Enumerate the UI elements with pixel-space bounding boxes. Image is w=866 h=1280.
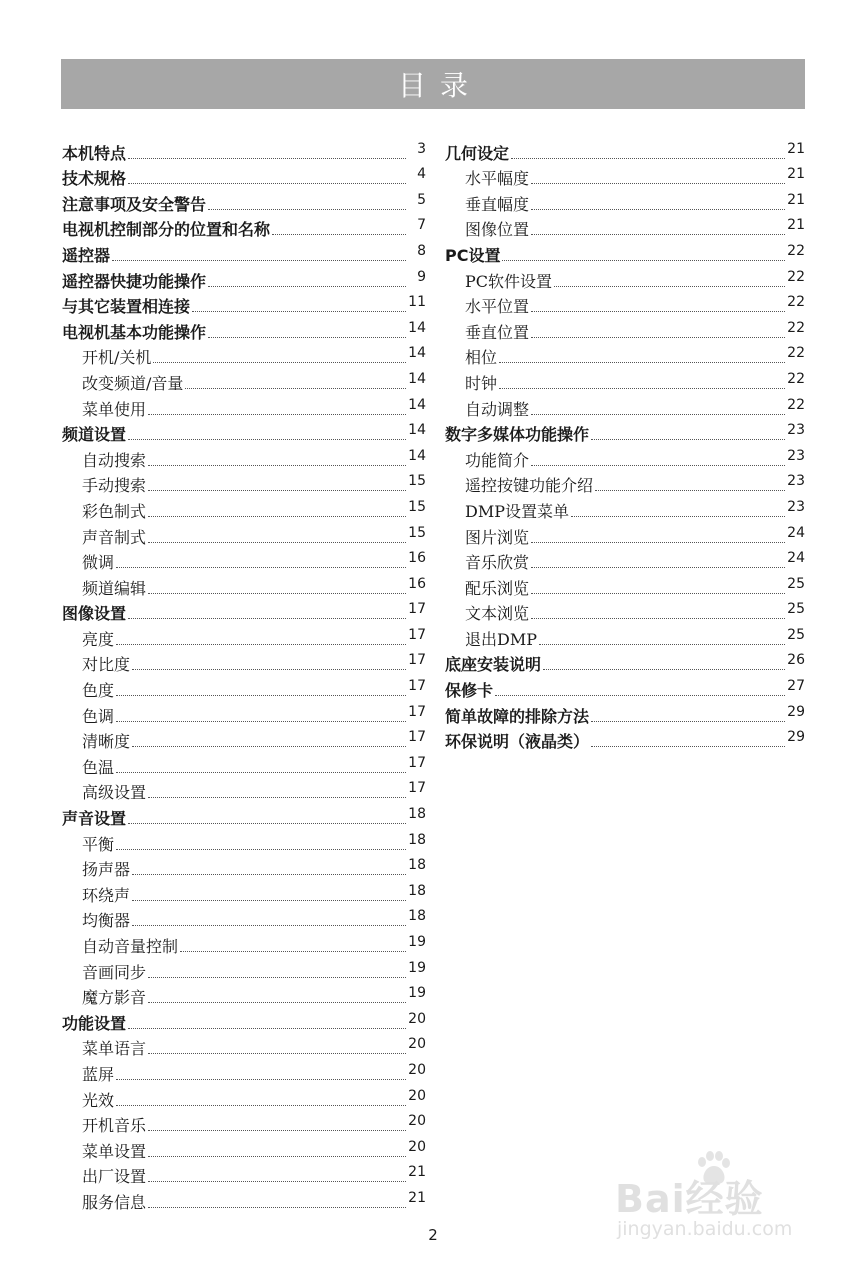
toc-leader-dots bbox=[554, 286, 785, 287]
toc-entry[interactable] bbox=[445, 419, 805, 445]
toc-entry[interactable] bbox=[62, 700, 426, 726]
toc-entry[interactable] bbox=[62, 265, 426, 291]
toc-entry[interactable] bbox=[445, 188, 805, 214]
toc-entry-label: 改变频道/音量 bbox=[82, 373, 184, 393]
toc-leader-dots bbox=[208, 337, 406, 338]
toc-leader-dots bbox=[148, 1053, 406, 1054]
toc-entry[interactable] bbox=[62, 854, 426, 880]
toc-entry-page: 19 bbox=[408, 934, 426, 950]
toc-entry-label: 与其它装置相连接 bbox=[62, 297, 191, 317]
toc-entry-page: 23 bbox=[787, 498, 805, 515]
toc-entry-label: 开机/关机 bbox=[82, 348, 152, 368]
toc-entry-page: 21 bbox=[787, 140, 805, 157]
toc-entry-label: 功能简介 bbox=[465, 450, 530, 470]
toc-leader-dots bbox=[116, 644, 406, 645]
toc-leader-dots bbox=[185, 388, 406, 389]
toc-entry[interactable] bbox=[62, 777, 426, 803]
toc-entry-label: 环绕声 bbox=[82, 885, 131, 905]
toc-entry-label: 开机音乐 bbox=[82, 1116, 147, 1136]
toc-entry-label: 均衡器 bbox=[82, 911, 131, 931]
toc-entry-label: 电视机控制部分的位置和名称 bbox=[62, 220, 271, 240]
toc-leader-dots bbox=[116, 567, 406, 568]
toc-entry-label: 水平幅度 bbox=[465, 169, 530, 189]
toc-entry-page: 8 bbox=[417, 242, 426, 259]
toc-entry-page: 29 bbox=[787, 729, 805, 746]
toc-leader-dots bbox=[531, 414, 785, 415]
toc-entry-page: 14 bbox=[408, 447, 426, 464]
toc-entry-page: 20 bbox=[408, 1061, 426, 1078]
toc-leader-dots bbox=[128, 183, 406, 184]
toc-leader-dots bbox=[148, 1002, 406, 1003]
toc-entry-page: 20 bbox=[408, 1113, 426, 1130]
toc-leader-dots bbox=[502, 260, 785, 261]
toc-leader-dots bbox=[595, 490, 785, 491]
toc-title-bar bbox=[61, 59, 805, 109]
toc-entry-label: 底座安装说明 bbox=[445, 655, 542, 675]
toc-entry[interactable] bbox=[62, 982, 426, 1008]
toc-entry-page: 17 bbox=[408, 652, 426, 669]
toc-entry[interactable] bbox=[62, 930, 426, 956]
toc-entry-page: 21 bbox=[787, 166, 805, 183]
toc-entry-page: 17 bbox=[408, 754, 426, 771]
toc-entry-label: 手动搜索 bbox=[82, 476, 147, 496]
toc-leader-dots bbox=[128, 823, 406, 824]
toc-leader-dots bbox=[208, 209, 406, 210]
toc-entry[interactable] bbox=[445, 342, 805, 368]
toc-entry-page: 23 bbox=[787, 473, 805, 490]
toc-entry[interactable] bbox=[62, 879, 426, 905]
toc-leader-dots bbox=[148, 490, 406, 491]
toc-right-column bbox=[445, 137, 805, 751]
toc-entry[interactable] bbox=[445, 700, 805, 726]
toc-entry-label: 声音设置 bbox=[62, 809, 127, 829]
toc-entry[interactable] bbox=[62, 1007, 426, 1033]
toc-entry-label: 简单故障的排除方法 bbox=[445, 706, 590, 726]
toc-entry[interactable] bbox=[62, 623, 426, 649]
toc-leader-dots bbox=[148, 1207, 406, 1208]
toc-entry[interactable] bbox=[445, 137, 805, 163]
toc-entry-label: 扬声器 bbox=[82, 860, 131, 880]
toc-leader-dots bbox=[148, 593, 406, 594]
toc-entry[interactable] bbox=[445, 291, 805, 317]
toc-leader-dots bbox=[116, 695, 406, 696]
toc-leader-dots bbox=[531, 618, 785, 619]
toc-leader-dots bbox=[531, 337, 785, 338]
toc-entry-page: 17 bbox=[408, 729, 426, 746]
toc-entry-label: 垂直位置 bbox=[465, 322, 530, 342]
toc-entry-page: 18 bbox=[408, 908, 426, 925]
toc-entry-label: 自动音量控制 bbox=[82, 937, 179, 956]
toc-leader-dots bbox=[180, 951, 406, 952]
toc-entry[interactable] bbox=[445, 316, 805, 342]
toc-entry-label: 菜单设置 bbox=[82, 1141, 147, 1161]
toc-entry-page: 17 bbox=[408, 678, 426, 695]
toc-entry-label: 文本浏览 bbox=[465, 604, 530, 624]
toc-entry[interactable] bbox=[62, 291, 426, 317]
toc-entry-label: 环保说明（液晶类） bbox=[445, 732, 590, 752]
toc-leader-dots bbox=[571, 516, 785, 517]
toc-entry[interactable] bbox=[62, 367, 426, 393]
toc-entry[interactable] bbox=[445, 598, 805, 624]
toc-entry-label: PC设置 bbox=[445, 245, 501, 265]
toc-leader-dots bbox=[148, 1156, 406, 1157]
toc-entry[interactable] bbox=[62, 674, 426, 700]
toc-entry-label: 配乐浏览 bbox=[465, 578, 530, 598]
toc-leader-dots bbox=[132, 925, 406, 926]
toc-entry[interactable] bbox=[62, 547, 426, 573]
toc-entry[interactable] bbox=[62, 470, 426, 496]
watermark-brand: Bai经验 bbox=[615, 1177, 764, 1221]
toc-entry-page: 16 bbox=[408, 575, 426, 592]
toc-entry-page: 15 bbox=[408, 498, 426, 515]
toc-entry[interactable] bbox=[62, 1110, 426, 1136]
toc-leader-dots bbox=[148, 797, 406, 798]
toc-leader-dots bbox=[511, 158, 785, 159]
toc-entry[interactable] bbox=[445, 214, 805, 240]
toc-entry-page: 17 bbox=[408, 601, 426, 618]
toc-entry-page: 20 bbox=[408, 1010, 426, 1027]
toc-entry-page: 17 bbox=[408, 703, 426, 720]
toc-entry-page: 24 bbox=[787, 550, 805, 567]
toc-leader-dots bbox=[132, 874, 406, 875]
toc-entry[interactable] bbox=[62, 1058, 426, 1084]
toc-leader-dots bbox=[128, 158, 406, 159]
toc-entry[interactable] bbox=[445, 495, 805, 521]
toc-entry-page: 17 bbox=[408, 780, 426, 797]
toc-entry[interactable] bbox=[445, 444, 805, 470]
toc-entry-label: 平衡 bbox=[82, 834, 115, 854]
toc-entry-page: 25 bbox=[787, 575, 805, 592]
toc-entry[interactable] bbox=[62, 828, 426, 854]
toc-entry-page: 23 bbox=[787, 422, 805, 439]
toc-entry-page: 29 bbox=[787, 703, 805, 720]
toc-leader-dots bbox=[591, 721, 785, 722]
toc-entry-page: 14 bbox=[408, 396, 426, 413]
toc-leader-dots bbox=[531, 183, 785, 184]
toc-entry-label: 光效 bbox=[82, 1090, 115, 1110]
toc-entry-label: 音画同步 bbox=[82, 962, 147, 982]
toc-entry[interactable] bbox=[62, 1161, 426, 1187]
page-number: 2 bbox=[428, 1226, 438, 1244]
toc-entry-label: PC软件设置 bbox=[465, 271, 553, 291]
toc-entry-page: 20 bbox=[408, 1087, 426, 1104]
toc-entry-label: 色温 bbox=[82, 757, 115, 777]
toc-leader-dots bbox=[192, 311, 406, 312]
toc-entry[interactable] bbox=[62, 956, 426, 982]
toc-leader-dots bbox=[531, 542, 785, 543]
toc-entry-label: 自动搜索 bbox=[82, 450, 147, 470]
toc-leader-dots bbox=[499, 362, 785, 363]
toc-entry-label: 保修卡 bbox=[445, 681, 494, 701]
toc-entry[interactable] bbox=[62, 214, 426, 240]
toc-entry-page: 17 bbox=[408, 626, 426, 643]
toc-leader-dots bbox=[272, 234, 406, 235]
page-title: 目录 bbox=[397, 69, 482, 102]
toc-entry-page: 22 bbox=[787, 294, 805, 311]
toc-entry[interactable] bbox=[445, 265, 805, 291]
toc-entry-label: 菜单语言 bbox=[82, 1039, 147, 1059]
toc-entry[interactable] bbox=[445, 239, 805, 265]
toc-entry-page: 21 bbox=[408, 1164, 426, 1181]
toc-entry-page: 14 bbox=[408, 319, 426, 336]
toc-entry-page: 19 bbox=[408, 959, 426, 976]
toc-entry-page: 5 bbox=[417, 191, 426, 208]
toc-entry-page: 19 bbox=[408, 985, 426, 1002]
toc-entry-page: 11 bbox=[408, 294, 426, 311]
toc-leader-dots bbox=[116, 1105, 406, 1106]
toc-entry[interactable] bbox=[62, 495, 426, 521]
toc-entry-label: 技术规格 bbox=[62, 169, 127, 189]
toc-leader-dots bbox=[132, 746, 406, 747]
toc-entry-page: 24 bbox=[787, 524, 805, 541]
toc-leader-dots bbox=[208, 286, 406, 287]
toc-entry-label: 色度 bbox=[82, 681, 115, 701]
toc-entry[interactable] bbox=[62, 572, 426, 598]
toc-entry-label: 垂直幅度 bbox=[465, 194, 530, 214]
toc-leader-dots bbox=[543, 669, 785, 670]
toc-entry[interactable] bbox=[62, 239, 426, 265]
toc-entry-label: 高级设置 bbox=[82, 783, 147, 803]
toc-leader-dots bbox=[531, 311, 785, 312]
toc-entry-label: 图片浏览 bbox=[465, 527, 530, 547]
toc-entry-page: 22 bbox=[787, 242, 805, 259]
toc-entry[interactable] bbox=[62, 1186, 426, 1212]
toc-leader-dots bbox=[591, 439, 785, 440]
toc-entry-label: 数字多媒体功能操作 bbox=[445, 425, 590, 445]
toc-leader-dots bbox=[153, 362, 406, 363]
toc-entry-label: 菜单使用 bbox=[82, 399, 147, 419]
toc-entry-page: 22 bbox=[787, 319, 805, 336]
toc-entry[interactable] bbox=[62, 188, 426, 214]
toc-entry-page: 7 bbox=[417, 217, 426, 234]
toc-entry-page: 27 bbox=[787, 678, 805, 695]
toc-leader-dots bbox=[148, 542, 406, 543]
toc-entry[interactable] bbox=[62, 444, 426, 470]
toc-leader-dots bbox=[531, 234, 785, 235]
toc-entry-page: 21 bbox=[787, 191, 805, 208]
toc-entry-page: 4 bbox=[417, 166, 426, 183]
toc-leader-dots bbox=[148, 516, 406, 517]
toc-entry[interactable] bbox=[445, 572, 805, 598]
toc-entry-label: 遥控器 bbox=[62, 245, 111, 265]
toc-leader-dots bbox=[116, 772, 406, 773]
toc-entry[interactable] bbox=[62, 598, 426, 624]
toc-leader-dots bbox=[495, 695, 785, 696]
toc-entry-label: 频道设置 bbox=[62, 425, 127, 445]
toc-entry-page: 20 bbox=[408, 1138, 426, 1155]
toc-leader-dots bbox=[531, 593, 785, 594]
toc-entry[interactable] bbox=[62, 137, 426, 163]
toc-entry-label: 对比度 bbox=[82, 655, 131, 675]
toc-entry[interactable] bbox=[445, 623, 805, 649]
toc-entry-page: 25 bbox=[787, 601, 805, 618]
toc-entry[interactable] bbox=[445, 470, 805, 496]
toc-entry-label: 遥控器快捷功能操作 bbox=[62, 271, 207, 291]
toc-entry[interactable] bbox=[62, 726, 426, 752]
toc-entry-page: 18 bbox=[408, 806, 426, 823]
toc-leader-dots bbox=[539, 644, 785, 645]
toc-entry[interactable] bbox=[445, 649, 805, 675]
toc-leader-dots bbox=[499, 388, 785, 389]
toc-entry[interactable] bbox=[445, 367, 805, 393]
toc-entry-page: 23 bbox=[787, 447, 805, 464]
toc-entry-label: 相位 bbox=[465, 348, 498, 368]
toc-entry-label: 水平位置 bbox=[465, 297, 530, 317]
toc-entry-label: 彩色制式 bbox=[82, 501, 147, 521]
toc-entry-label: 遥控按键功能介绍 bbox=[465, 476, 594, 496]
toc-entry-page: 21 bbox=[408, 1189, 426, 1206]
toc-entry[interactable] bbox=[445, 163, 805, 189]
toc-leader-dots bbox=[148, 1130, 406, 1131]
toc-entry-page: 26 bbox=[787, 652, 805, 669]
toc-entry-page: 3 bbox=[417, 140, 426, 157]
toc-entry[interactable] bbox=[62, 521, 426, 547]
toc-entry-page: 9 bbox=[417, 268, 426, 285]
toc-entry-label: 清晰度 bbox=[82, 732, 131, 752]
toc-entry-label: 色调 bbox=[82, 706, 115, 726]
toc-entry[interactable] bbox=[445, 674, 805, 700]
toc-entry-label: 几何设定 bbox=[445, 143, 510, 163]
toc-entry[interactable] bbox=[62, 905, 426, 931]
toc-leader-dots bbox=[132, 900, 406, 901]
toc-leader-dots bbox=[148, 1181, 406, 1182]
toc-entry[interactable] bbox=[62, 163, 426, 189]
toc-entry-label: 魔方影音 bbox=[82, 988, 147, 1008]
toc-entry-label: 时钟 bbox=[465, 373, 498, 393]
toc-entry-label: DMP设置菜单 bbox=[465, 501, 569, 521]
toc-left-column bbox=[62, 137, 426, 1212]
toc-entry-label: 退出DMP bbox=[465, 629, 537, 649]
toc-entry[interactable] bbox=[62, 1084, 426, 1110]
toc-entry-page: 22 bbox=[787, 345, 805, 362]
toc-leader-dots bbox=[128, 618, 406, 619]
toc-leader-dots bbox=[132, 669, 406, 670]
toc-entry-label: 自动调整 bbox=[465, 399, 530, 419]
toc-entry[interactable] bbox=[62, 1135, 426, 1161]
toc-entry[interactable] bbox=[62, 316, 426, 342]
toc-entry[interactable] bbox=[62, 802, 426, 828]
toc-entry-page: 14 bbox=[408, 370, 426, 387]
toc-entry-page: 16 bbox=[408, 550, 426, 567]
toc-entry-page: 15 bbox=[408, 473, 426, 490]
toc-entry[interactable] bbox=[445, 521, 805, 547]
toc-entry-page: 14 bbox=[408, 422, 426, 439]
toc-entry[interactable] bbox=[62, 1033, 426, 1059]
toc-leader-dots bbox=[148, 977, 406, 978]
toc-entry[interactable] bbox=[62, 751, 426, 777]
toc-entry-label: 微调 bbox=[82, 553, 115, 573]
toc-leader-dots bbox=[116, 1079, 406, 1080]
toc-leader-dots bbox=[591, 746, 785, 747]
toc-entry-page: 20 bbox=[408, 1036, 426, 1053]
toc-entry-label: 本机特点 bbox=[62, 143, 127, 163]
toc-leader-dots bbox=[116, 721, 406, 722]
toc-entry[interactable] bbox=[62, 649, 426, 675]
toc-entry-label: 电视机基本功能操作 bbox=[62, 322, 207, 342]
toc-entry-page: 14 bbox=[408, 345, 426, 362]
baidu-jingyan-watermark bbox=[615, 1150, 825, 1260]
toc-leader-dots bbox=[148, 414, 406, 415]
toc-entry-page: 21 bbox=[787, 217, 805, 234]
toc-entry-label: 声音制式 bbox=[82, 527, 147, 547]
toc-entry[interactable] bbox=[62, 342, 426, 368]
toc-entry-page: 18 bbox=[408, 831, 426, 848]
toc-entry-page: 22 bbox=[787, 396, 805, 413]
toc-entry-label: 注意事项及安全警告 bbox=[62, 194, 207, 214]
toc-entry-page: 25 bbox=[787, 626, 805, 643]
toc-entry-page: 15 bbox=[408, 524, 426, 541]
toc-entry[interactable] bbox=[445, 393, 805, 419]
toc-leader-dots bbox=[531, 567, 785, 568]
toc-leader-dots bbox=[531, 465, 785, 466]
toc-entry-label: 蓝屏 bbox=[82, 1064, 115, 1084]
toc-entry[interactable] bbox=[62, 419, 426, 445]
toc-entry-label: 服务信息 bbox=[82, 1192, 147, 1212]
toc-entry-label: 出厂设置 bbox=[82, 1167, 147, 1187]
toc-leader-dots bbox=[531, 209, 785, 210]
toc-leader-dots bbox=[116, 849, 406, 850]
watermark-url: jingyan.baidu.com bbox=[617, 1218, 793, 1240]
toc-leader-dots bbox=[148, 465, 406, 466]
toc-entry-label: 功能设置 bbox=[62, 1013, 127, 1033]
toc-leader-dots bbox=[128, 439, 406, 440]
toc-entry-page: 18 bbox=[408, 857, 426, 874]
toc-leader-dots bbox=[128, 1028, 406, 1029]
toc-entry-label: 频道编辑 bbox=[82, 578, 147, 598]
toc-entry-label: 亮度 bbox=[82, 629, 115, 649]
toc-leader-dots bbox=[112, 260, 406, 261]
toc-entry[interactable] bbox=[62, 393, 426, 419]
toc-entry-page: 18 bbox=[408, 882, 426, 899]
toc-entry-page: 22 bbox=[787, 268, 805, 285]
toc-entry-page: 22 bbox=[787, 370, 805, 387]
toc-entry-label: 音乐欣赏 bbox=[465, 553, 530, 573]
toc-entry-label: 图像设置 bbox=[62, 604, 127, 624]
toc-entry-label: 图像位置 bbox=[465, 220, 530, 240]
toc-entry[interactable] bbox=[445, 726, 805, 752]
toc-entry[interactable] bbox=[445, 547, 805, 573]
